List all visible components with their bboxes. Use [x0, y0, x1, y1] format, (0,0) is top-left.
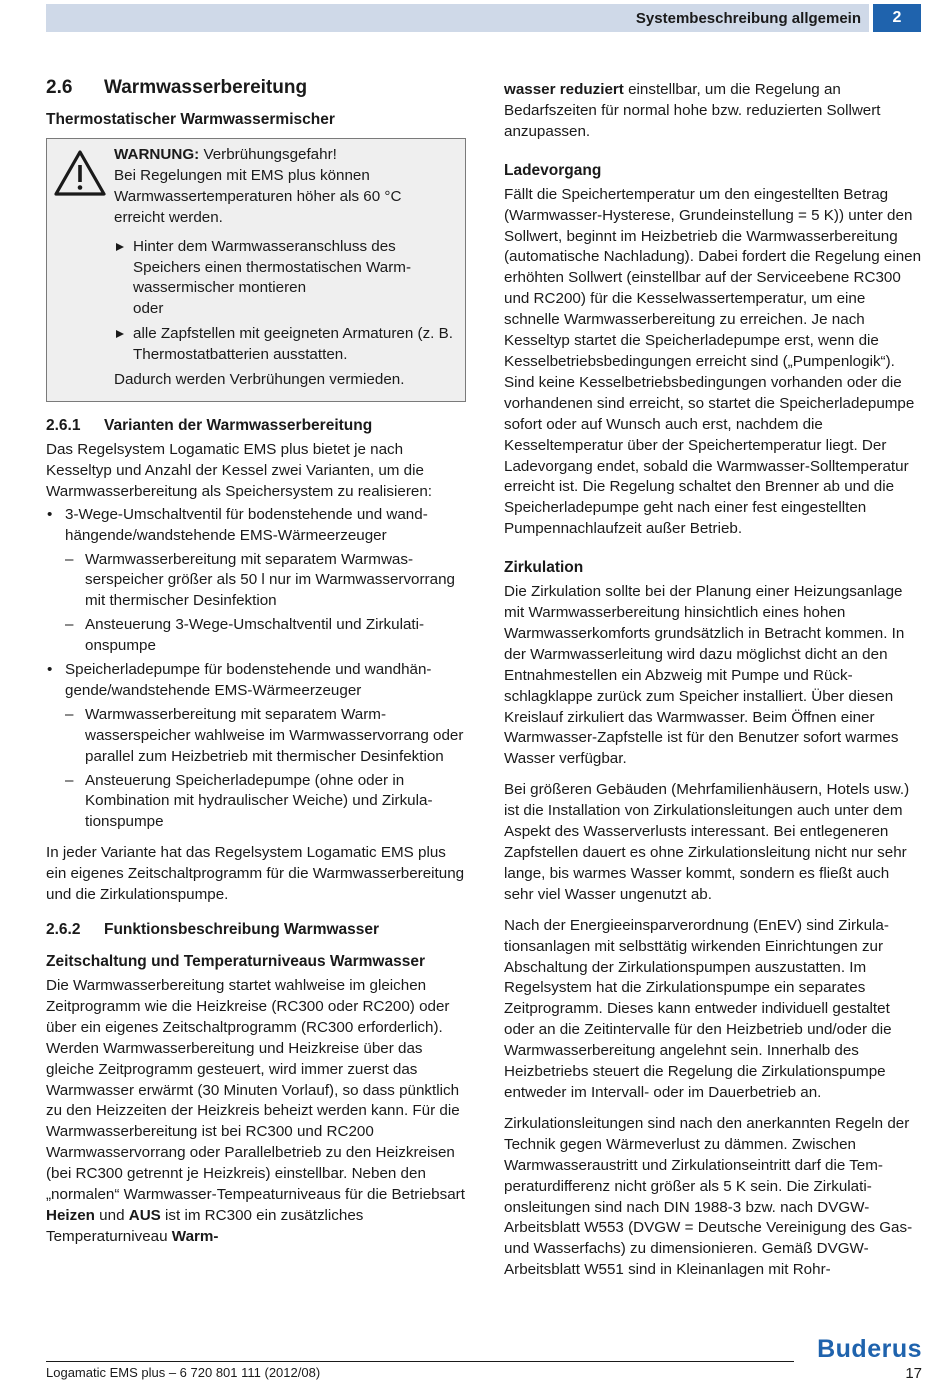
list-item: – Ansteuerung 3-Wege-Umschaltventil und Zirkulationspumpe	[65, 615, 466, 657]
warning-text: Bei Regelungen mit EMS plus können Warmwassertemperaturen höher als 60 °C erreicht werden.	[114, 166, 402, 226]
header-title: Systembeschreibung allgemein	[635, 10, 861, 27]
left-column	[46, 76, 466, 1248]
jeder-variante-paragraph: In jeder Variante hat das Regelsystem Logamatic EMS plus ein eigenes Zeitschaltprogramm für die Warmwasserbereitung und die Zirkulationspumpe.	[46, 844, 465, 904]
header-bar	[46, 4, 869, 32]
warning-title: WARNUNG: Verbrühungsgefahr!	[114, 146, 337, 163]
list-item: • 3-Wege-Umschaltventil für bodenstehende und wandhängende/wandstehende EMS-Wärmeerzeuger – Warmwasserbereitung mit separatem Warmwasserspeicher größer als 50 l nur im Warmwasservorrang mit thermischer Desinfektion – Ansteuerung 3-Wege-Umschaltventil und Zirkulationspumpe	[46, 505, 466, 657]
list-item: – Warmwasserbereitung mit separatem Warmwasserspeicher größer als 50 l nur im Warmwasservorrang mit thermischer Desinfektion	[65, 550, 466, 613]
zeitschaltung-paragraph: Die Warmwasserbereitung startet wahlweise im gleichen Zeitprogramm wie die Heizkreise (RC300 oder RC200) oder über ein eigenes Zeitschaltprogramm (RC300 erforderlich). Werden Warmwasserbereitung und Heizkreise über das gleiche Zeitprogramm gesteuert, wird immer zuerst das Warmwasser erwärmt (30 Minuten Vorlauf), so dass pünktlich zu den Heizzeiten der Heizkreis beheizt werden kann. Für die Warmwasserbereitung ist bei RC300 und RC200 Warmwasservorrang oder Parallelbetrieb zu den Heizkreisen (bei RC300 getrennt je Heizkreis) einstellbar. Neben den „normalen“ Warmwasser-Tempeaturniveaus für die Betriebsart Heizen und AUS ist im RC300 ein zusätzliches Temperaturniveau Warm-	[46, 977, 465, 1245]
section-heading-2-6-1: 2.6.1 Varianten der Warmwasserbereitung	[46, 416, 373, 434]
section-heading-2-6: 2.6 Warmwasserbereitung	[46, 77, 308, 98]
varianten-list	[46, 505, 466, 834]
warning-triangle-icon	[53, 149, 107, 197]
continuation-paragraph: wasser reduziert einstellbar, um die Regelung an Bedarfszeiten für normal hohe bzw. reduzierten Sollwert anzupassen.	[504, 81, 881, 140]
page-number: 17	[905, 1365, 922, 1382]
footer-divider	[46, 1361, 794, 1362]
footer-document-id: Logamatic EMS plus – 6 720 801 111 (2012/08)	[46, 1365, 321, 1380]
section-heading-2-6-2: 2.6.2 Funktionsbeschreibung Warmwasser	[46, 921, 380, 938]
varianten-paragraph: Das Regelsystem Logamatic EMS plus bietet je nach Kesseltyp und Anzahl der Kessel zwei Varianten, um die Warmwasserbereitung als Speichersystem zu realisieren:	[46, 440, 433, 500]
zirkulation-paragraph-3: Nach der Energieeinsparverordnung (EnEV) sind Zirkulationsanlagen mit selbsttätig wirkenden Einrichtungen zur Abschaltung der Zirkulationspumpen auszustatten. Im Regelsystem hat die Zirkulationspumpe ein separates Zeitprogramm. Dieses kann entweder individuell gestaltet oder an die Zeitintervalle für den Heizbetrieb und/oder die Warmwasserbereitung angelehnt sein. Innerhalb des Heizbetriebs steuert die Regelung die Zirkulationspumpe entweder im Intervall- oder im Dauerbetrieb an.	[504, 916, 892, 1101]
list-item: – Ansteuerung Speicherladepumpe (ohne oder in Kombination mit hydraulischer Weiche) und Zirkulationspumpe	[65, 771, 466, 834]
warning-instruction-1: Hinter dem Warmwasseranschluss des Speichers einen thermostatischen Warmwassermischer montieren	[114, 237, 455, 300]
zirkulation-paragraph-2: Bei größeren Gebäuden (Mehrfamilienhäusern, Hotels usw.) ist die Installation von Zirkulationsleitungen auch unter dem Aspekt des Wasserverlusts interessant. Bei entlegeneren Zapfstellen dauert es ohne Zirkulationsleitung nicht nur sehr lange, bis warmes Wasser kommt, sondern es fließt auch sehr viel Wasser ungenutzt ab.	[504, 781, 910, 903]
list-item: – Warmwasserbereitung mit separatem Warmwasserspeicher wahlweise im Warmwasservorrang oder parallel zum Heizbetrieb mit thermischer Desinfektion	[65, 705, 466, 768]
warning-oder: oder	[133, 300, 164, 318]
right-column	[504, 80, 922, 1281]
warning-instruction-2: alle Zapfstellen mit geeigneten Armaturen (z. B. Thermostatbatterien ausstatten.	[114, 324, 455, 366]
buderus-logo: Buderus	[817, 1335, 922, 1363]
zirkulation-paragraph-1: Die Zirkulation sollte bei der Planung einer Heizungsanlage mit Warmwasserbereitung hinsichtlich eines hohen Warmwasserkomforts grundsätzlich in Betracht kommen. In der Warmwasserleitung wird dazu möglichst dicht an den Entnahmestellen ein Abzweig mit Pumpe und Rückschlagklappe zurück zum Speicher installiert. Über diesen Kreislauf zirkuliert das Warmwasser. Beim Öffnen einer Warmwasser-Zapfstelle ist für den Benutzer sofort warmes Wasser verfügbar.	[504, 583, 905, 768]
ladevorgang-heading: Ladevorgang	[504, 161, 602, 179]
warning-result: Dadurch werden Verbrühungen vermieden.	[114, 371, 405, 389]
warning-box	[46, 138, 466, 402]
list-item: • Speicherladepumpe für bodenstehende und wandhängende/wandstehende EMS-Wärmeerzeuger – Warmwasserbereitung mit separatem Warmwasserspeicher wahlweise im Warmwasservorrang oder parallel zum Heizbetrieb mit thermischer Desinfektion – Ansteuerung Speicherladepumpe (ohne oder in Kombination mit hydraulischer Weiche) und Zirkulationspumpe	[46, 660, 466, 833]
chapter-number: 2	[873, 4, 921, 32]
zirkulation-paragraph-4: Zirkulationsleitungen sind nach den anerkannten Regeln der Technik gegen Wärmeverlust zu dämmen. Zwischen Warmwasseraustritt und Zirkulationseintritt darf die Temperaturdifferenz nicht größer als 5 K sein. Die Zirkulationsleitungen sind nach DIN 1988-3 bzw. nach DVGW-Arbeitsblatt W553 (DVGW = Deutsche Vereinigung des Gas- und Wasserfachs) zu dimensionieren. Gemäß DVGW-Arbeitsblatt W551 sind in Kleinanlagen mit Rohr-	[504, 1114, 913, 1279]
zeitschaltung-heading: Zeitschaltung und Temperaturniveaus Warmwasser	[46, 953, 425, 970]
zirkulation-heading: Zirkulation	[504, 559, 584, 577]
thermo-mixer-heading: Thermostatischer Warmwassermischer	[46, 111, 335, 128]
ladevorgang-paragraph: Fällt die Speichertemperatur um den eingestellten Betrag (Warmwasser-Hysterese, Grundeinstellung = 5 K)) unter den Sollwert, beginnt im Heizbetrieb die Warmwasserbereitung (automatische Nachladung). Dabei fordert die Regelung einen erhöhten Sollwert (einstellbar auf der Serviceebene RC300 und RC200) für die Kesselwassertemperatur, um eine schnelle Warmwasserbereitung zu erreichen. Je nach Kesseltyp startet die Speicherladepumpe erst, wenn die Kesselbetriebsbedingungen erreicht sind („Pumpenlogik“). Sind keine Kesselbetriebsbedingungen vorhanden oder die vorhandenen sind erreicht, so startet die Speicherladepumpe sofort oder auf Wunsch auch erst, nachdem die Kesseltemperatur über der Speichertemperatur liegt. Der Ladevorgang endet, sobald die Warmwasser-Solltemperatur erreicht ist. Die Regelung schaltet den Brenner ab und die Speicherladepumpe geht nach einer fest eingestellten Pumpennachlaufzeit außer Betrieb.	[504, 185, 922, 538]
